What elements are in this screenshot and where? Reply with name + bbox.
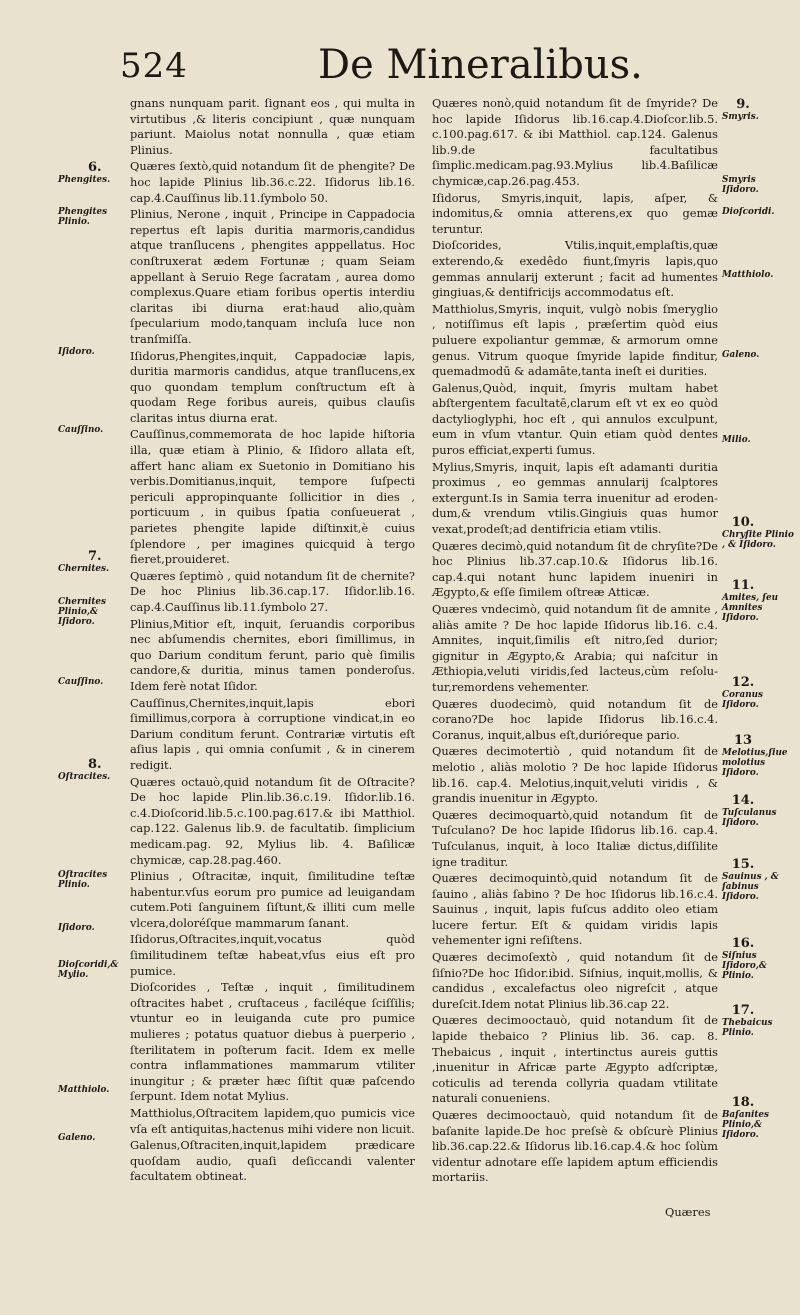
paragraph: Cauſſinus,Chernites,inquit,lapis ebori ſimillimus,corpora à corruptione vindicat,in eo Darium conditum ferunt. Contrariæ virtutis eſt aſius lapis , qui omnia conſumit , & in cinerem redigit. [130, 695, 415, 772]
margin-note [58, 597, 126, 627]
margin-label: Cauſſino. [58, 677, 104, 687]
question-number: 6. [88, 160, 102, 175]
question-number: 9. [736, 97, 750, 112]
question-number: 16. [731, 936, 755, 951]
margin-note [58, 757, 126, 782]
margin-label: Cauſſino. [58, 425, 104, 435]
margin-label: Chernites. [58, 564, 110, 574]
paragraph: Quæres decimoſextò , quid notandum ſit de ſiſnio?De hoc Iſidor.ibid. Siſnius, inquit,mollis, & candidus , excalefactus oleo nigreſcit , atque dureſcit.Idem notat Plinius lib.36.cap 22. [432, 950, 718, 1011]
paragraph: Quæres nonò,quid notandum ſit de ſmyride? De hoc lapide Iſidorus lib.16.cap.4.Dioſcor.lib.5. c.100.pag.617. & ibi Matthiol. cap.124. Galenus lib.9.de facultatibus ſimplic.medicam.pag.93.Mylius lib.4.Baſilicæ chymicæ,cap.26.pag.453. [432, 96, 718, 188]
margin-label: Iſidoro. [58, 347, 95, 357]
question-number: 13 [733, 733, 753, 748]
margin-label: Dioſcoridi,& Mylio. [58, 960, 119, 980]
paragraph: Galenus,Quòd, inquit, ſmyris multam habet abſtergentem facultatē,clarum eſt vt ex eo quòd dactylioglyphi, hoc eſt , qui annulos exculpunt, eum in vſum vtantur. Quin etiam quòd dentes puros efficiat,experti ſumus. [432, 380, 718, 458]
question-number: 18. [731, 1095, 755, 1110]
margin-label: Amites, ſeu Amnites Iſidoro. [722, 593, 778, 623]
paragraph: Quæres decimooctauò, quid notandum ſit de lapide thebaico ? Plinius lib. 36. cap. 8. Thebaicus , inquit , intertinctus aureis guttis ,inuenitur in Africæ parte Ægypto adſcriptæ, coticulis ad terenda collyria quadam vtilitate naturali conueniens. [432, 1013, 718, 1106]
margin-note [722, 270, 794, 280]
left-text-column [130, 96, 415, 1186]
margin-note [58, 207, 126, 227]
margin-label: Melotius,ſiue molotius Iſidoro. [722, 748, 788, 778]
margin-label: Baſanites Plinio,& Iſidoro. [722, 1110, 769, 1140]
paragraph: Quæres decimotertiò , quid notandum ſit de melotio , aliàs molotio ? De hoc lapide Iſidorus lib.16. cap.4. Melotius,inquit,veluti viridis , & grandis inuenitur in Ægypto. [432, 744, 718, 806]
margin-note [58, 347, 126, 357]
margin-note [722, 857, 794, 902]
paragraph: Dioſcorides , Teſtæ , inquit , ſimilitudinem oſtracites habet , cruſtaceus , faciléque ſciſſilis; vtuntur eo in leuiganda cute pro pumice mulieres ; potatus quatuor diebus à puerperio , ſterilitatem in poſterum facit. Idem ex melle contra inflammationes mammarum vtiliter inungitur ; & præter hæc ſiſtit quæ paſcendo ſerpunt. Idem notat Mylius. [130, 980, 415, 1104]
question-number: 15. [731, 857, 755, 872]
paragraph: Quæres ſeptimò , quid notandum ſit de chernite? De hoc Plinius lib.36.cap.17. Iſidor.lib.16. cap.4.Cauſſinus lib.11.ſymbolo 27. [130, 568, 415, 614]
question-number: 11. [731, 578, 755, 593]
margin-label: Chryſite Plinio , & Iſidoro. [722, 530, 794, 550]
margin-note [722, 515, 794, 550]
paragraph: Iſidorus,Phengites,inquit, Cappadociæ lapis, duritia marmoris candidus, atque tranſlucens,ex quo quondam templum conſtructum eſt à quodam Rege foribus aureis, quibus clauſis claritas intus diurna erat. [130, 348, 415, 425]
paragraph: Quæres decimooctauò, quid notandum ſit de baſanite lapide.De hoc preſsè & obſcurè Plinius lib.36.cap.22.& Iſidorus lib.16.cap.4.& hoc ſolùm videntur adnotare eſſe lapidem aptum efficiendis mortariis. [432, 1108, 718, 1185]
margin-note [722, 1003, 794, 1038]
question-number: 10. [731, 515, 755, 530]
margin-note [58, 160, 126, 185]
question-number: 7. [88, 549, 102, 564]
margin-label: Tuſculanus Iſidoro. [722, 808, 777, 828]
margin-note [58, 923, 126, 933]
paragraph: Plinius, Nerone , inquit , Principe in Cappadocia repertus eſt lapis duritia marmoris,candidus atque tranſlucens , phengites apppellatus. Hoc conſtruxerat ædem Fortunæ ; quam Seiam appellant à Seruio Rege ſacratam , aurea domo complexus.Quare etiam foribus opertis interdiu claritas ibi diurna erat:haud alio,quàm ſpecularium modo,tanquam incluſa luce non tranſmiſſa. [130, 207, 415, 346]
margin-note [722, 578, 794, 623]
paragraph: Cauſſinus,commemorata de hoc lapide hiſtoria illa, quæ etiam à Plinio, & Iſidoro allata eſt, affert hanc aliam ex Suetonio in Domitiano his verbis.Domitianus,inquit, tempore ſuſpecti periculi appropinquante ſollicitior in dies , porticuum , in quibus ſpatia conſueuerat , parietes phengite lapide diſtinxit,è cuius ſplendore , per imagines quicquid à tergo fieret,prouideret. [130, 427, 415, 567]
page-header [0, 40, 800, 90]
paragraph: Plinius , Oſtracitæ, inquit, ſimilitudine teſtæ habentur.vſus eorum pro pumice ad leuigandam cutem.Poti ſanguinem ſiſtunt,& illiti cum melle vlcera,doloréſque mammarum ſanant. [130, 869, 415, 930]
margin-note [58, 870, 126, 890]
margin-note [58, 549, 126, 574]
paragraph: Quæres octauò,quid notandum ſit de Oſtracite? De hoc lapide Plin.lib.36.c.19. Iſidor.lib.16. c.4.Dioſcorid.lib.5.c.100.pag.617.& ibi Matthiol. cap.122. Galenus lib.9. de facultatib. ſimplicium medicam.pag. 92, Mylius lib. 4. Baſilicæ chymicæ, cap.28.pag.460. [130, 774, 415, 867]
margin-label: Chernites Plinio,& Iſidoro. [58, 597, 106, 627]
margin-label: Smyris Iſidoro. [722, 175, 759, 195]
margin-label: Phengites. [58, 175, 111, 185]
paragraph: Plinius,Mitior eſt, inquit, ſeruandis corporibus nec abſumendis chernites, ebori ſimillimus, in quo Darium conditum ferunt, pario què ſimilis candore,& duritia, minus tamen ponderoſus. Idem ferè notat Iſidor. [130, 616, 415, 693]
catchword: Quæres [665, 1205, 711, 1219]
margin-note [58, 677, 126, 687]
question-number: 14. [731, 793, 755, 808]
margin-note [722, 936, 794, 981]
margin-note [58, 1085, 126, 1095]
margin-note [722, 733, 794, 778]
margin-label: Smyris. [722, 112, 759, 122]
paragraph: Mylius,Smyris, inquit, lapis eſt adamanti duritia proximus , eo gemmas annularij ſcalptores extergunt.Is in Samia terra inuenitur ad eroden-dum,& vrendum vtilis.Gingiuis quas humor vexat,prodeſt;ad dentifricia etiam vtilis. [432, 459, 718, 537]
margin-label: Oſtracites. [58, 772, 111, 782]
margin-note [58, 1133, 126, 1143]
margin-note [722, 675, 794, 710]
running-title: De Mineralibus. [318, 42, 643, 88]
margin-label: Iſidoro. [58, 923, 95, 933]
margin-label: Siſnius Iſidoro,& Plinio. [722, 951, 767, 981]
margin-note [722, 793, 794, 828]
paragraph: Quæres vndecimò, quid notandum ſit de amnite , aliàs amite ? De hoc lapide Iſidorus lib.16. c.4. Amnites, inquit,ſimilis eſt nitro,ſed durior; gignitur in Ægypto,& Arabia; qui naſcitur in Æthiopia,veluti viridis,ſed lacteus,cùm reſolu-tur,remordens vehementer. [432, 602, 718, 694]
paragraph: Dioſcorides, Vtilis,inquit,emplaſtis,quæ exterendo,& exedêdo fiunt,ſmyris lapis,quo gemmas annularij exterunt ; facit ad humentes gingiuas,& dentifricijs accommodatus eſt. [432, 238, 718, 300]
margin-note [722, 350, 794, 360]
margin-label: Oſtracites Plinio. [58, 870, 108, 890]
question-number: 8. [88, 757, 102, 772]
margin-note [722, 1095, 794, 1140]
paragraph: Matthiolus,Oſtracitem lapidem,quo pumicis vice vſa eſt antiquitas,hactenus mihi videre non licuit. [130, 1106, 415, 1136]
paragraph: Matthiolus,Smyris, inquit, vulgò nobis ſmeryglio , notiſſimus eſt lapis , præſertim quòd eius puluere expoliantur gemmæ, & armorum omne genus. Vitrum quoque ſmyride lapide finditur, quemadmodū & adamāte,tanta ineſt ei durities. [432, 301, 718, 379]
paragraph: Quæres ſextò,quid notandum ſit de phengite? De hoc lapide Plinius lib.36.c.22. Iſidorus lib.16. cap.4.Cauſſinus lib.11.ſymbolo 50. [130, 159, 415, 205]
paragraph: Quæres decimoquartò,quid notandum ſit de Tuſculano? De hoc lapide Iſidorus lib.16. cap.4. Tuſculanus, inquit, à loco Italiæ dictus,diſſilite igne traditur. [432, 807, 718, 869]
question-number: 17. [731, 1003, 755, 1018]
paragraph: Iſidorus, Smyris,inquit, lapis, aſper, & indomitus,& omnia atterens,ex quo gemæ teruntur. [432, 190, 718, 236]
margin-label: Milio. [722, 435, 751, 445]
margin-note [722, 207, 794, 217]
paragraph: Quæres decimoquintò,quid notandum ſit de ſauino , aliàs ſabino ? De hoc Iſidorus lib.16.c.4. Sauinus , inquit, lapis fuſcus addito oleo etiam lucere fertur. Eſt & quidam viridis lapis vehementer igni reſiſtens. [432, 871, 718, 948]
margin-label: Matthiolo. [58, 1085, 110, 1095]
paragraph: Quæres decimò,quid notandum ſit de chryſite?De hoc Plinius lib.37.cap.10.& Iſidorus lib.16. cap.4.qui notant hunc lapidem inueniri in Ægypto,& eſſe ſimilem oſtreæ Atticæ. [432, 538, 718, 600]
margin-note [722, 175, 794, 195]
margin-label: Sauinus , & ſabinus Iſidoro. [722, 872, 779, 902]
margin-label: Galeno. [58, 1133, 96, 1143]
page-number: 524 [120, 46, 188, 86]
margin-label: Thebaicus Plinio. [722, 1018, 773, 1038]
paragraph: Iſidorus,Oſtracites,inquit,vocatus quòd ſimilitudinem teſtæ habeat,vſus eius eſt pro pumice. [130, 932, 415, 978]
right-text-column [432, 96, 718, 1187]
margin-note [722, 97, 794, 122]
margin-label: Coranus Iſidoro. [722, 690, 763, 710]
margin-label: Galeno. [722, 350, 760, 360]
margin-note [722, 435, 794, 445]
paragraph: Galenus,Oſtraciten,inquit,lapidem prædicare quoſdam audio, quaſi deſiccandi valenter facultatem obtineat. [130, 1138, 415, 1184]
margin-note [58, 425, 126, 435]
margin-label: Matthiolo. [722, 270, 774, 280]
paragraph: Quæres duodecimò, quid notandum ſit de corano?De hoc lapide Iſidorus lib.16.c.4. Coranus, inquit,albus eſt,durióreque pario. [432, 696, 718, 742]
paragraph: gnans nunquam parit. ſignant eos , qui multa in virtutibus ,& literis concipiunt , quæ nunquam pariunt. Maiolus notat nonnulla , quæ etiam Plinius. [130, 96, 415, 157]
margin-label: Dioſcoridi. [722, 207, 775, 217]
margin-label: Phengites Plinio. [58, 207, 108, 227]
question-number: 12. [731, 675, 755, 690]
margin-note [58, 960, 126, 980]
